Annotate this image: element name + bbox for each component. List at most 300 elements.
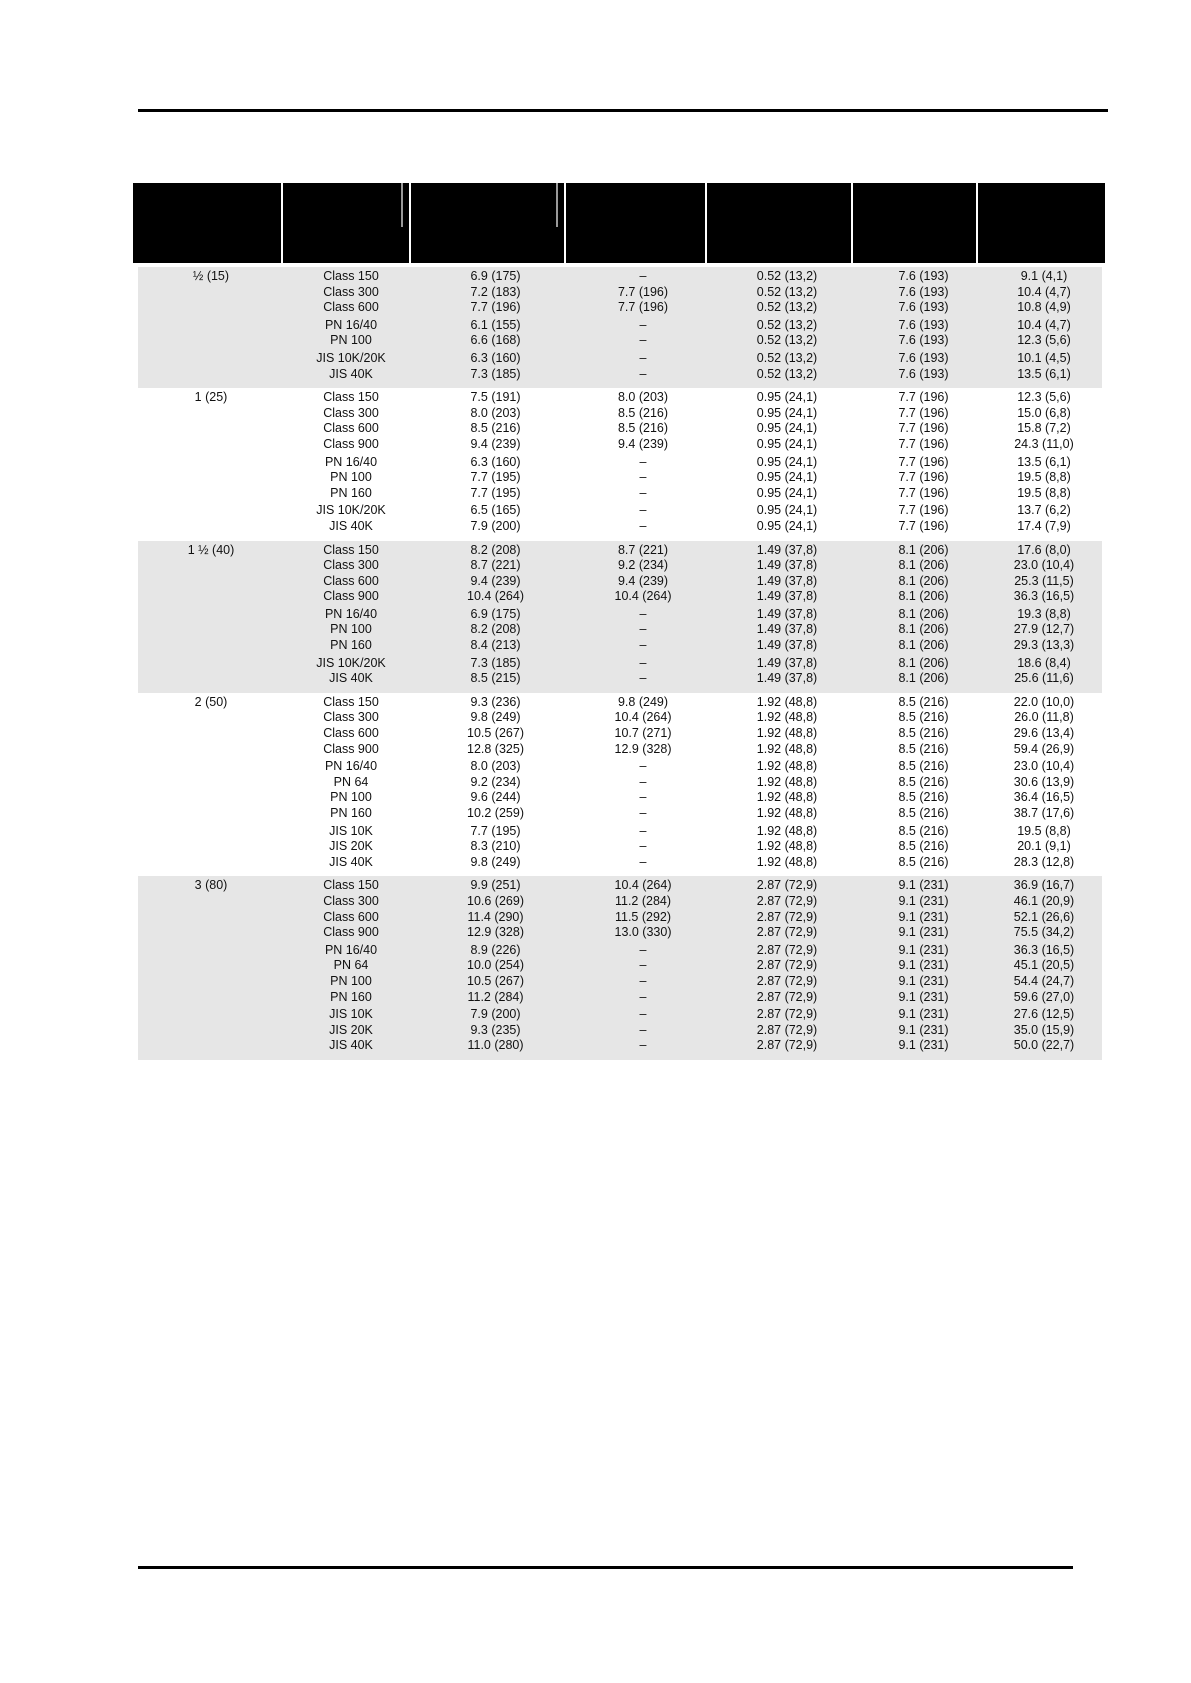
value-cell: 1.49 (37,8) bbox=[756, 655, 818, 670]
value-cell: – bbox=[639, 366, 647, 381]
table-row bbox=[138, 367, 1102, 383]
flange-subgroup bbox=[138, 607, 1102, 654]
value-cell: 1.92 (48,8) bbox=[756, 823, 818, 838]
size-cell bbox=[138, 759, 284, 775]
value-cell: 7.3 (185) bbox=[470, 655, 521, 670]
value-cell: 9.1 (231) bbox=[898, 878, 949, 893]
flange-cell: JIS 10K bbox=[329, 823, 373, 838]
size-cell bbox=[138, 300, 284, 316]
value-cell: 2.87 (72,9) bbox=[756, 893, 818, 908]
table-row bbox=[138, 710, 1102, 726]
value-cell: 1.49 (37,8) bbox=[756, 622, 818, 637]
dimension-table bbox=[138, 267, 1102, 1060]
table-row bbox=[138, 333, 1102, 349]
size-cell bbox=[138, 710, 284, 726]
flange-cell: PN 16/40 bbox=[324, 759, 378, 774]
table-row bbox=[138, 503, 1102, 519]
value-cell: 9.4 (239) bbox=[617, 436, 669, 451]
value-cell: – bbox=[639, 958, 647, 973]
value-cell: 8.5 (216) bbox=[898, 790, 949, 805]
value-cell: 9.4 (239) bbox=[470, 436, 521, 451]
value-cell: 7.7 (196) bbox=[617, 284, 669, 299]
value-cell: 2.87 (72,9) bbox=[756, 942, 818, 957]
value-cell: 8.5 (216) bbox=[617, 421, 669, 436]
value-cell: 1.92 (48,8) bbox=[756, 759, 818, 774]
value-cell: 8.1 (206) bbox=[898, 638, 949, 653]
value-cell: 9.8 (249) bbox=[470, 710, 521, 725]
table-row bbox=[138, 589, 1102, 605]
value-cell: – bbox=[639, 606, 647, 621]
value-cell: 7.7 (196) bbox=[898, 485, 949, 500]
value-cell: 22.0 (10,0) bbox=[1013, 694, 1075, 709]
value-cell: – bbox=[639, 1007, 647, 1022]
value-cell: 7.7 (196) bbox=[898, 405, 949, 420]
table-row bbox=[138, 470, 1102, 486]
size-cell bbox=[138, 574, 284, 590]
size-cell bbox=[138, 726, 284, 742]
header-rule bbox=[138, 109, 1108, 112]
size-group bbox=[138, 388, 1102, 540]
value-cell: 0.52 (13,2) bbox=[756, 333, 818, 348]
table-row bbox=[138, 806, 1102, 822]
table-row bbox=[138, 878, 1102, 894]
flange-subgroup bbox=[138, 318, 1102, 349]
value-cell: 25.6 (11,6) bbox=[1014, 671, 1074, 686]
flange-subgroup bbox=[138, 695, 1102, 757]
value-cell: 35.0 (15,9) bbox=[1013, 1022, 1075, 1037]
size-cell bbox=[138, 671, 284, 687]
value-cell: 9.1 (231) bbox=[898, 942, 949, 957]
value-cell: 11.5 (292) bbox=[614, 909, 672, 924]
table-row bbox=[138, 1007, 1102, 1023]
value-cell: 19.5 (8,8) bbox=[1017, 470, 1071, 485]
value-cell: 1.49 (37,8) bbox=[756, 606, 818, 621]
size-cell bbox=[138, 894, 284, 910]
table-row bbox=[138, 925, 1102, 941]
header-column-divider bbox=[401, 183, 403, 227]
flange-cell: PN 160 bbox=[330, 806, 372, 820]
value-cell: 6.9 (175) bbox=[470, 269, 521, 283]
value-cell: 12.9 (328) bbox=[467, 925, 524, 940]
value-cell: 2.87 (72,9) bbox=[756, 1022, 818, 1037]
size-cell bbox=[138, 656, 284, 672]
table-row bbox=[138, 695, 1102, 711]
size-cell bbox=[138, 470, 284, 486]
flange-cell: JIS 40K bbox=[329, 1038, 373, 1053]
value-cell: 29.3 (13,3) bbox=[1013, 638, 1075, 653]
value-cell: 8.1 (206) bbox=[898, 671, 949, 686]
value-cell: – bbox=[639, 823, 647, 838]
size-cell bbox=[138, 990, 284, 1006]
value-cell: 13.5 (6,1) bbox=[1017, 366, 1071, 381]
value-cell: 11.0 (280) bbox=[467, 1038, 524, 1053]
size-cell bbox=[138, 558, 284, 574]
size-cell bbox=[138, 285, 284, 301]
flange-cell: PN 16/40 bbox=[324, 606, 378, 621]
value-cell: 8.4 (213) bbox=[470, 638, 521, 653]
value-cell: 0.95 (24,1) bbox=[756, 436, 818, 451]
value-cell: 2.87 (72,9) bbox=[756, 909, 818, 924]
value-cell: 38.7 (17,6) bbox=[1013, 806, 1075, 820]
flange-cell: PN 100 bbox=[330, 790, 372, 805]
value-cell: 23.0 (10,4) bbox=[1013, 558, 1075, 573]
value-cell: 8.5 (216) bbox=[898, 854, 949, 869]
value-cell: 19.3 (8,8) bbox=[1017, 606, 1071, 621]
value-cell: – bbox=[639, 989, 647, 1004]
flange-subgroup bbox=[138, 878, 1102, 940]
value-cell: 9.4 (239) bbox=[617, 573, 669, 588]
value-cell: 0.52 (13,2) bbox=[756, 350, 818, 365]
value-cell: 1.92 (48,8) bbox=[756, 694, 818, 709]
value-cell: 52.1 (26,6) bbox=[1013, 909, 1075, 924]
value-cell: 1.92 (48,8) bbox=[756, 741, 818, 756]
value-cell: – bbox=[639, 622, 647, 637]
size-cell: ½ (15) bbox=[192, 269, 230, 283]
flange-cell: Class 300 bbox=[323, 284, 379, 299]
value-cell: 9.3 (236) bbox=[470, 694, 521, 709]
value-cell: 7.7 (196) bbox=[617, 300, 669, 315]
value-cell: – bbox=[639, 269, 647, 283]
table-row bbox=[138, 622, 1102, 638]
value-cell: 9.1 (231) bbox=[898, 973, 949, 988]
table-header-bar bbox=[133, 183, 1105, 263]
header-column-divider bbox=[281, 183, 283, 263]
flange-subgroup bbox=[138, 503, 1102, 534]
size-cell bbox=[138, 855, 284, 871]
size-cell bbox=[138, 943, 284, 959]
value-cell: 9.8 (249) bbox=[470, 854, 521, 869]
value-cell: 7.6 (193) bbox=[898, 269, 949, 283]
value-cell: 10.4 (4,7) bbox=[1017, 284, 1071, 299]
table-row bbox=[138, 638, 1102, 654]
value-cell: 0.95 (24,1) bbox=[756, 421, 818, 436]
flange-subgroup bbox=[138, 543, 1102, 605]
value-cell: 26.0 (11,8) bbox=[1014, 710, 1074, 725]
value-cell: 45.1 (20,5) bbox=[1013, 958, 1075, 973]
value-cell: 7.7 (195) bbox=[470, 823, 521, 838]
value-cell: 10.4 (264) bbox=[467, 589, 524, 604]
table-row bbox=[138, 943, 1102, 959]
size-cell bbox=[138, 622, 284, 638]
size-cell bbox=[138, 638, 284, 654]
value-cell: 10.7 (271) bbox=[614, 726, 672, 741]
table-row bbox=[138, 455, 1102, 471]
flange-cell: PN 64 bbox=[333, 958, 369, 973]
table-row bbox=[138, 775, 1102, 791]
value-cell: 24.3 (11,0) bbox=[1014, 436, 1074, 451]
value-cell: – bbox=[639, 759, 647, 774]
value-cell: 1.92 (48,8) bbox=[756, 710, 818, 725]
table-row bbox=[138, 726, 1102, 742]
value-cell: 9.1 (231) bbox=[898, 958, 949, 973]
flange-cell: PN 100 bbox=[330, 622, 372, 637]
value-cell: 8.1 (206) bbox=[898, 622, 949, 637]
table-row bbox=[138, 269, 1102, 285]
value-cell: 1.49 (37,8) bbox=[756, 671, 818, 686]
value-cell: 1.49 (37,8) bbox=[756, 558, 818, 573]
header-column-divider bbox=[564, 183, 566, 263]
table-row bbox=[138, 742, 1102, 758]
flange-cell: Class 150 bbox=[323, 878, 379, 893]
flange-cell: Class 600 bbox=[323, 300, 379, 315]
value-cell: 13.7 (6,2) bbox=[1017, 503, 1071, 518]
flange-cell: Class 150 bbox=[323, 542, 379, 557]
value-cell: 27.9 (12,7) bbox=[1013, 622, 1075, 637]
size-cell: 1 ½ (40) bbox=[187, 542, 235, 557]
size-cell bbox=[138, 925, 284, 941]
value-cell: – bbox=[639, 638, 647, 653]
size-cell bbox=[138, 958, 284, 974]
value-cell: 9.8 (249) bbox=[617, 694, 669, 709]
value-cell: 8.0 (203) bbox=[470, 405, 521, 420]
size-cell bbox=[138, 839, 284, 855]
value-cell: 2.87 (72,9) bbox=[756, 958, 818, 973]
value-cell: 8.5 (216) bbox=[898, 710, 949, 725]
value-cell: 7.6 (193) bbox=[898, 350, 949, 365]
value-cell: 11.2 (284) bbox=[614, 893, 672, 908]
table-row bbox=[138, 910, 1102, 926]
size-cell: 1 (25) bbox=[194, 390, 228, 405]
value-cell: 6.5 (165) bbox=[470, 503, 521, 518]
value-cell: 8.2 (208) bbox=[470, 542, 521, 557]
value-cell: 8.0 (203) bbox=[617, 390, 669, 405]
header-column-divider bbox=[851, 183, 853, 263]
flange-cell: Class 150 bbox=[323, 694, 379, 709]
value-cell: – bbox=[639, 485, 647, 500]
flange-subgroup bbox=[138, 943, 1102, 1005]
size-group bbox=[138, 876, 1102, 1060]
table-row bbox=[138, 519, 1102, 535]
flange-cell: JIS 40K bbox=[329, 854, 373, 869]
table-row bbox=[138, 974, 1102, 990]
size-group bbox=[138, 541, 1102, 693]
value-cell: 9.1 (231) bbox=[898, 925, 949, 940]
flange-cell: Class 600 bbox=[323, 909, 379, 924]
value-cell: 8.1 (206) bbox=[898, 573, 949, 588]
value-cell: 0.52 (13,2) bbox=[756, 284, 818, 299]
size-cell bbox=[138, 607, 284, 623]
value-cell: 54.4 (24,7) bbox=[1013, 973, 1075, 988]
flange-cell: PN 100 bbox=[330, 470, 372, 485]
value-cell: 8.5 (216) bbox=[898, 806, 949, 820]
value-cell: 59.4 (26,9) bbox=[1013, 741, 1075, 756]
flange-cell: Class 300 bbox=[323, 558, 379, 573]
size-cell bbox=[138, 406, 284, 422]
value-cell: 9.3 (235) bbox=[470, 1022, 521, 1037]
value-cell: 8.5 (215) bbox=[470, 671, 521, 686]
flange-subgroup bbox=[138, 390, 1102, 452]
value-cell: 10.4 (4,7) bbox=[1017, 317, 1071, 332]
table-row bbox=[138, 543, 1102, 559]
flange-cell: Class 600 bbox=[323, 573, 379, 588]
value-cell: 8.5 (216) bbox=[898, 774, 949, 789]
flange-cell: Class 300 bbox=[323, 405, 379, 420]
table-row bbox=[138, 437, 1102, 453]
value-cell: 7.5 (191) bbox=[470, 390, 521, 405]
value-cell: 6.6 (168) bbox=[470, 333, 521, 348]
value-cell: 2.87 (72,9) bbox=[756, 878, 818, 893]
value-cell: 2.87 (72,9) bbox=[756, 1038, 818, 1053]
value-cell: 1.49 (37,8) bbox=[756, 589, 818, 604]
value-cell: 0.52 (13,2) bbox=[756, 317, 818, 332]
flange-cell: PN 16/40 bbox=[324, 454, 378, 469]
value-cell: 1.49 (37,8) bbox=[756, 638, 818, 653]
value-cell: 10.4 (264) bbox=[614, 589, 672, 604]
flange-cell: Class 900 bbox=[323, 925, 379, 940]
value-cell: 8.5 (216) bbox=[470, 421, 521, 436]
value-cell: 11.2 (284) bbox=[467, 989, 524, 1004]
size-cell bbox=[138, 1007, 284, 1023]
value-cell: 6.1 (155) bbox=[470, 317, 521, 332]
table-row bbox=[138, 1038, 1102, 1054]
value-cell: 8.5 (216) bbox=[898, 741, 949, 756]
size-cell bbox=[138, 790, 284, 806]
value-cell: 0.95 (24,1) bbox=[756, 390, 818, 405]
value-cell: 50.0 (22,7) bbox=[1013, 1038, 1075, 1053]
table-row bbox=[138, 824, 1102, 840]
table-row bbox=[138, 990, 1102, 1006]
flange-cell: PN 160 bbox=[330, 485, 372, 500]
value-cell: 1.49 (37,8) bbox=[756, 542, 818, 557]
value-cell: 8.1 (206) bbox=[898, 655, 949, 670]
value-cell: 36.9 (16,7) bbox=[1013, 878, 1075, 893]
size-cell: 3 (80) bbox=[194, 878, 228, 893]
value-cell: – bbox=[639, 973, 647, 988]
header-column-divider bbox=[409, 183, 411, 263]
value-cell: 1.92 (48,8) bbox=[756, 839, 818, 854]
table-row bbox=[138, 285, 1102, 301]
value-cell: 6.3 (160) bbox=[470, 454, 521, 469]
table-row bbox=[138, 839, 1102, 855]
value-cell: 36.3 (16,5) bbox=[1013, 589, 1075, 604]
flange-subgroup bbox=[138, 824, 1102, 871]
table-row bbox=[138, 486, 1102, 502]
size-cell bbox=[138, 318, 284, 334]
value-cell: 20.1 (9,1) bbox=[1017, 839, 1071, 854]
value-cell: 7.6 (193) bbox=[898, 300, 949, 315]
size-cell bbox=[138, 455, 284, 471]
size-cell bbox=[138, 486, 284, 502]
value-cell: – bbox=[639, 839, 647, 854]
flange-cell: PN 100 bbox=[330, 973, 372, 988]
value-cell: 1.92 (48,8) bbox=[756, 774, 818, 789]
size-cell bbox=[138, 503, 284, 519]
value-cell: 9.1 (231) bbox=[898, 893, 949, 908]
value-cell: 8.5 (216) bbox=[898, 759, 949, 774]
value-cell: 8.5 (216) bbox=[898, 823, 949, 838]
value-cell: 0.95 (24,1) bbox=[756, 405, 818, 420]
value-cell: 7.3 (185) bbox=[470, 366, 521, 381]
value-cell: – bbox=[639, 854, 647, 869]
value-cell: 2.87 (72,9) bbox=[756, 989, 818, 1004]
value-cell: 7.7 (196) bbox=[470, 300, 521, 315]
value-cell: 9.6 (244) bbox=[470, 790, 521, 805]
value-cell: 7.7 (195) bbox=[470, 470, 521, 485]
value-cell: 46.1 (20,9) bbox=[1013, 893, 1075, 908]
value-cell: 10.2 (259) bbox=[467, 806, 524, 820]
size-cell: 2 (50) bbox=[194, 694, 228, 709]
size-group bbox=[138, 693, 1102, 877]
value-cell: 9.4 (239) bbox=[470, 573, 521, 588]
table-row bbox=[138, 406, 1102, 422]
value-cell: 7.7 (195) bbox=[470, 485, 521, 500]
value-cell: 25.3 (11,5) bbox=[1014, 573, 1074, 588]
value-cell: 13.5 (6,1) bbox=[1017, 454, 1071, 469]
flange-cell: Class 300 bbox=[323, 893, 379, 908]
size-cell bbox=[138, 742, 284, 758]
header-column-divider bbox=[976, 183, 978, 263]
value-cell: 0.52 (13,2) bbox=[756, 300, 818, 315]
value-cell: 8.1 (206) bbox=[898, 558, 949, 573]
value-cell: 1.92 (48,8) bbox=[756, 726, 818, 741]
value-cell: 10.4 (264) bbox=[614, 710, 672, 725]
header-column-divider bbox=[556, 183, 558, 227]
value-cell: 12.9 (328) bbox=[614, 741, 672, 756]
value-cell: – bbox=[639, 806, 647, 820]
value-cell: 13.0 (330) bbox=[614, 925, 672, 940]
value-cell: 0.95 (24,1) bbox=[756, 503, 818, 518]
value-cell: 36.4 (16,5) bbox=[1013, 790, 1075, 805]
value-cell: 9.1 (4,1) bbox=[1020, 269, 1068, 283]
value-cell: 7.9 (200) bbox=[470, 518, 521, 533]
footer-rule bbox=[138, 1566, 1073, 1569]
value-cell: – bbox=[639, 333, 647, 348]
value-cell: 12.3 (5,6) bbox=[1017, 333, 1071, 348]
value-cell: 9.1 (231) bbox=[898, 1038, 949, 1053]
value-cell: 15.8 (7,2) bbox=[1017, 421, 1071, 436]
value-cell: 7.9 (200) bbox=[470, 1007, 521, 1022]
value-cell: 9.2 (234) bbox=[470, 774, 521, 789]
header-column-divider bbox=[705, 183, 707, 263]
flange-cell: JIS 20K bbox=[329, 1022, 373, 1037]
value-cell: 18.6 (8,4) bbox=[1017, 655, 1071, 670]
value-cell: 8.5 (216) bbox=[898, 726, 949, 741]
flange-cell: Class 300 bbox=[323, 710, 379, 725]
table-row bbox=[138, 855, 1102, 871]
size-cell bbox=[138, 589, 284, 605]
value-cell: 6.3 (160) bbox=[470, 350, 521, 365]
value-cell: 7.2 (183) bbox=[470, 284, 521, 299]
flange-subgroup bbox=[138, 1007, 1102, 1054]
value-cell: 7.7 (196) bbox=[898, 518, 949, 533]
value-cell: – bbox=[639, 942, 647, 957]
value-cell: 30.6 (13,9) bbox=[1013, 774, 1075, 789]
table-row bbox=[138, 790, 1102, 806]
value-cell: 1.49 (37,8) bbox=[756, 573, 818, 588]
table-row bbox=[138, 574, 1102, 590]
value-cell: 6.9 (175) bbox=[470, 606, 521, 621]
flange-cell: PN 64 bbox=[333, 774, 369, 789]
value-cell: – bbox=[639, 790, 647, 805]
value-cell: 15.0 (6,8) bbox=[1017, 405, 1071, 420]
value-cell: – bbox=[639, 503, 647, 518]
size-cell bbox=[138, 367, 284, 383]
flange-cell: JIS 10K/20K bbox=[316, 503, 386, 518]
table-row bbox=[138, 318, 1102, 334]
size-cell bbox=[138, 1038, 284, 1054]
value-cell: 7.7 (196) bbox=[898, 503, 949, 518]
value-cell: 28.3 (12,8) bbox=[1013, 854, 1075, 869]
value-cell: 0.95 (24,1) bbox=[756, 518, 818, 533]
flange-subgroup bbox=[138, 455, 1102, 502]
value-cell: 8.7 (221) bbox=[617, 542, 669, 557]
flange-subgroup bbox=[138, 759, 1102, 821]
size-cell bbox=[138, 421, 284, 437]
value-cell: 8.1 (206) bbox=[898, 542, 949, 557]
value-cell: 10.1 (4,5) bbox=[1017, 350, 1071, 365]
size-cell bbox=[138, 519, 284, 535]
value-cell: 8.2 (208) bbox=[470, 622, 521, 637]
